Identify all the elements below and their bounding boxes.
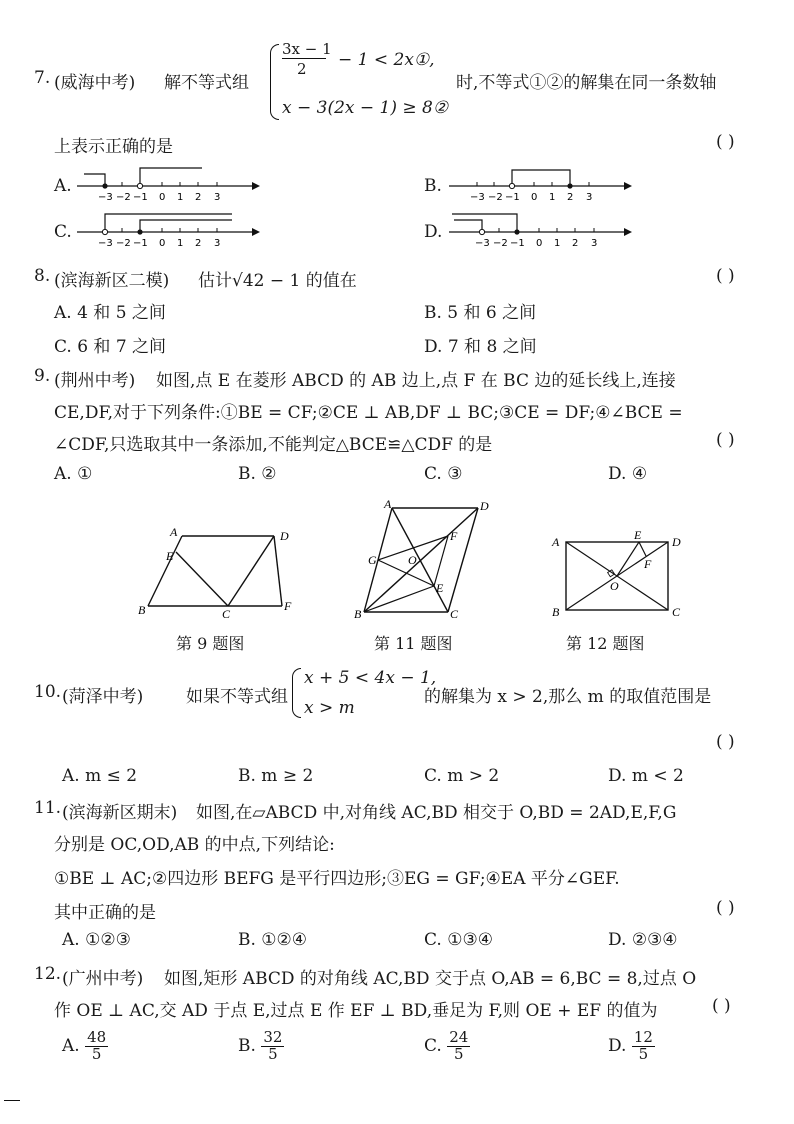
q12-answer-paren[interactable]: ( ) bbox=[712, 996, 731, 1016]
q9-option-d[interactable]: D. ④ bbox=[608, 464, 648, 484]
svg-text:2: 2 bbox=[572, 238, 579, 249]
q10-tail: 的解集为 x > 2,那么 m 的取值范围是 bbox=[424, 687, 712, 707]
q10-option-d[interactable]: D. m < 2 bbox=[608, 766, 684, 786]
q12-option-c-fraction: $\frac{24}{5}$ bbox=[449, 1028, 469, 1063]
svg-text:A: A bbox=[384, 497, 392, 511]
q12-option-c-letter: C. bbox=[424, 1035, 442, 1056]
svg-text:F: F bbox=[450, 529, 458, 543]
svg-text:F: F bbox=[644, 557, 652, 571]
q11-line4: 其中正确的是 bbox=[54, 903, 156, 923]
q11-number: 11. bbox=[34, 798, 62, 818]
svg-text:0: 0 bbox=[536, 238, 543, 249]
svg-text:−3: −3 bbox=[98, 238, 113, 249]
svg-text:−1: −1 bbox=[505, 192, 520, 203]
q11-option-a[interactable]: A. ①②③ bbox=[62, 930, 131, 950]
q11-line1: 如图,在▱ABCD 中,对角线 AC,BD 相交于 O,BD = 2AD,E,F,G bbox=[196, 803, 677, 823]
q9-answer-paren[interactable]: ( ) bbox=[716, 430, 735, 450]
svg-text:D: D bbox=[280, 529, 289, 543]
q7-a-ticks bbox=[105, 182, 217, 186]
svg-text:G: G bbox=[368, 553, 377, 567]
svg-text:−1: −1 bbox=[133, 238, 148, 249]
figure-11 bbox=[350, 496, 500, 626]
svg-text:E: E bbox=[634, 528, 642, 542]
q9-option-b[interactable]: B. ② bbox=[238, 464, 277, 484]
svg-text:−3: −3 bbox=[98, 192, 113, 203]
svg-text:−2: −2 bbox=[488, 192, 503, 203]
svg-text:D: D bbox=[480, 499, 489, 513]
q12-option-d-fraction: $\frac{12}{5}$ bbox=[633, 1028, 653, 1063]
q12-option-b-letter: B. bbox=[238, 1035, 256, 1056]
q10-option-b[interactable]: B. m ≥ 2 bbox=[238, 766, 314, 786]
figure-9-caption: 第 9 题图 bbox=[176, 634, 245, 653]
q11-option-d[interactable]: D. ②③④ bbox=[608, 930, 678, 950]
svg-text:0: 0 bbox=[531, 192, 538, 203]
svg-text:A: A bbox=[170, 525, 178, 539]
svg-text:B: B bbox=[552, 605, 560, 619]
svg-text:−1: −1 bbox=[510, 238, 525, 249]
svg-text:1: 1 bbox=[549, 192, 556, 203]
svg-text:1: 1 bbox=[177, 238, 184, 249]
svg-text:3: 3 bbox=[214, 238, 221, 249]
q11-line2: 分别是 OC,OD,AB 的中点,下列结论: bbox=[54, 835, 335, 855]
q10-brace bbox=[292, 668, 301, 718]
q12-option-d-letter: D. bbox=[608, 1035, 627, 1056]
q7-ineq1-rest: − 1 < 2x①, bbox=[338, 50, 435, 70]
q7-option-c-numberline bbox=[72, 206, 262, 250]
q10-ineq2: x > m bbox=[304, 698, 355, 718]
page-margin-mark bbox=[4, 1100, 20, 1101]
svg-text:3: 3 bbox=[214, 192, 221, 203]
q10-option-c[interactable]: C. m > 2 bbox=[424, 766, 500, 786]
svg-text:C: C bbox=[222, 607, 231, 621]
svg-text:B: B bbox=[138, 603, 146, 617]
q8-option-a[interactable]: A. 4 和 5 之间 bbox=[54, 303, 166, 323]
figure-12-caption: 第 12 题图 bbox=[566, 634, 645, 653]
q7-option-c-label[interactable]: C. bbox=[54, 222, 72, 242]
q9-line1: 如图,点 E 在菱形 ABCD 的 AB 边上,点 F 在 BC 边的延长线上,连接 bbox=[156, 371, 676, 391]
svg-text:2: 2 bbox=[195, 192, 202, 203]
q12-option-a[interactable] bbox=[62, 1030, 108, 1063]
q7-option-d-numberline bbox=[444, 206, 634, 250]
q11-source: (滨海新区期末) bbox=[62, 803, 178, 823]
q8-option-d[interactable]: D. 7 和 8 之间 bbox=[424, 337, 537, 357]
q7-ineq1-numerator: 3x − 1 bbox=[282, 40, 332, 58]
q8-text: 估计√42 − 1 的值在 bbox=[198, 271, 357, 291]
q7-lead: 解不等式组 bbox=[164, 73, 249, 93]
q11-option-b[interactable]: B. ①②④ bbox=[238, 930, 308, 950]
q12-line1: 如图,矩形 ABCD 的对角线 AC,BD 交于点 O,AB = 6,BC = 8,过点 O bbox=[164, 969, 697, 989]
q12-option-d[interactable] bbox=[608, 1030, 655, 1063]
q9-line3: ∠CDF,只选取其中一条添加,不能判定△BCE≌△CDF 的是 bbox=[54, 435, 493, 455]
svg-text:E: E bbox=[436, 581, 444, 595]
q10-lead: 如果不等式组 bbox=[186, 687, 288, 707]
q11-line3: ①BE ⊥ AC;②四边形 BEFG 是平行四边形;③EG = GF;④EA 平分∠GEF. bbox=[54, 869, 620, 889]
svg-text:0: 0 bbox=[159, 192, 166, 203]
svg-text:D: D bbox=[672, 535, 681, 549]
q7-option-b-numberline bbox=[444, 160, 634, 204]
figure-9 bbox=[134, 522, 304, 622]
svg-text:2: 2 bbox=[567, 192, 574, 203]
q8-option-b[interactable]: B. 5 和 6 之间 bbox=[424, 303, 537, 323]
q12-option-b-fraction: $\frac{32}{5}$ bbox=[263, 1028, 283, 1063]
q7-option-b-label[interactable]: B. bbox=[424, 176, 442, 196]
q7-source: (威海中考) bbox=[54, 73, 136, 93]
svg-text:−1: −1 bbox=[133, 192, 148, 203]
svg-text:C: C bbox=[672, 605, 681, 619]
svg-text:F: F bbox=[284, 599, 292, 613]
svg-text:−2: −2 bbox=[493, 238, 508, 249]
q9-number: 9. bbox=[34, 366, 51, 386]
q7-ineq2: x − 3(2x − 1) ≥ 8② bbox=[282, 98, 449, 118]
q11-option-c[interactable]: C. ①③④ bbox=[424, 930, 493, 950]
svg-text:2: 2 bbox=[195, 238, 202, 249]
q8-answer-paren[interactable]: ( ) bbox=[716, 266, 735, 286]
q11-answer-paren[interactable]: ( ) bbox=[716, 898, 735, 918]
q10-ineq1: x + 5 < 4x − 1, bbox=[304, 668, 437, 688]
q12-option-b[interactable] bbox=[238, 1030, 284, 1063]
q10-source: (菏泽中考) bbox=[62, 687, 144, 707]
q12-option-a-fraction: $\frac{48}{5}$ bbox=[87, 1028, 107, 1063]
q8-option-c[interactable]: C. 6 和 7 之间 bbox=[54, 337, 167, 357]
svg-text:C: C bbox=[450, 607, 459, 621]
q8-source: (滨海新区二模) bbox=[54, 271, 170, 291]
svg-text:−3: −3 bbox=[470, 192, 485, 203]
q7-number: 7. bbox=[34, 68, 51, 88]
svg-text:−2: −2 bbox=[116, 238, 131, 249]
q9-source: (荆州中考) bbox=[54, 371, 136, 391]
svg-text:A: A bbox=[552, 535, 560, 549]
q12-option-c[interactable] bbox=[424, 1030, 470, 1063]
figure-12 bbox=[546, 528, 686, 620]
q12-option-a-letter: A. bbox=[62, 1035, 80, 1056]
q12-source: (广州中考) bbox=[62, 969, 144, 989]
q10-number: 10. bbox=[34, 682, 62, 702]
q9-line2: CE,DF,对于下列条件:①BE = CF;②CE ⊥ AB,DF ⊥ BC;③CE = DF;④∠BCE = bbox=[54, 403, 683, 423]
q7-option-d-label[interactable]: D. bbox=[424, 222, 443, 242]
q12-line2: 作 OE ⊥ AC,交 AD 于点 E,过点 E 作 EF ⊥ BD,垂足为 F,则 OE + EF 的值为 bbox=[54, 1001, 658, 1021]
q7-tail: 时,不等式①②的解集在同一条数轴 bbox=[456, 73, 717, 93]
q7-option-a-numberline bbox=[72, 160, 262, 204]
svg-text:−2: −2 bbox=[116, 192, 131, 203]
svg-text:0: 0 bbox=[159, 238, 166, 249]
svg-text:1: 1 bbox=[554, 238, 561, 249]
q12-number: 12. bbox=[34, 964, 62, 984]
svg-text:E: E bbox=[166, 549, 174, 563]
q7-brace bbox=[270, 44, 279, 120]
figure-11-caption: 第 11 题图 bbox=[374, 634, 453, 653]
svg-text:−3: −3 bbox=[475, 238, 490, 249]
svg-text:3: 3 bbox=[591, 238, 598, 249]
q8-number: 8. bbox=[34, 266, 51, 286]
q7-fraction-bar bbox=[282, 58, 326, 59]
q7-option-a-label[interactable]: A. bbox=[54, 176, 72, 196]
q7-ineq1-denominator: 2 bbox=[297, 60, 307, 78]
svg-text:1: 1 bbox=[177, 192, 184, 203]
svg-text:O: O bbox=[408, 553, 417, 567]
q10-answer-paren[interactable]: ( ) bbox=[716, 732, 735, 752]
svg-text:3: 3 bbox=[586, 192, 593, 203]
q9-option-a[interactable]: A. ① bbox=[54, 464, 93, 484]
q10-option-a[interactable]: A. m ≤ 2 bbox=[62, 766, 138, 786]
q9-option-c[interactable]: C. ③ bbox=[424, 464, 463, 484]
svg-text:O: O bbox=[610, 579, 619, 593]
q7-line2: 上表示正确的是 bbox=[54, 137, 173, 157]
svg-text:B: B bbox=[354, 607, 362, 621]
q7-answer-paren[interactable]: ( ) bbox=[716, 132, 735, 152]
